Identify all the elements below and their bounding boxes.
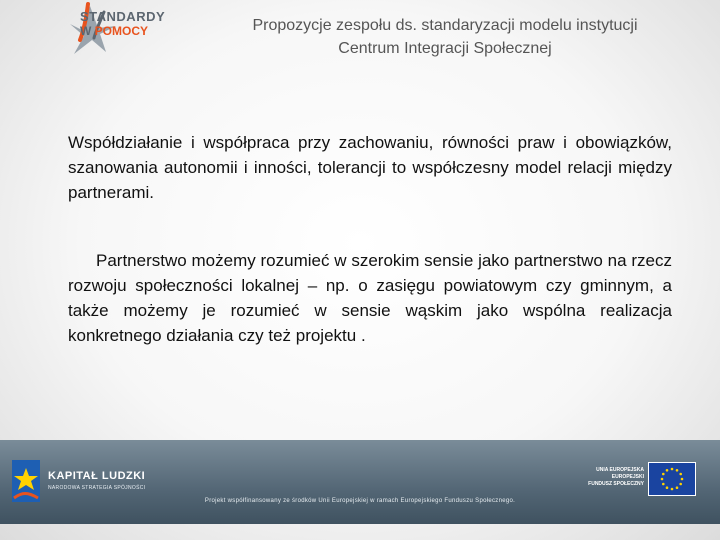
eu-line1: UNIA EUROPEJSKA (596, 467, 644, 473)
eu-line2: EUROPEJSKI (611, 474, 644, 480)
logo-line1: STANDARDY (80, 9, 166, 24)
footer (0, 440, 720, 524)
title-line2: Centrum Integracji Społecznej (338, 40, 552, 57)
logo-line2 (80, 24, 165, 38)
logo-prefix: W (80, 24, 95, 38)
eu-line3: FUNDUSZ SPOŁECZNY (588, 481, 644, 487)
eu-text (566, 467, 644, 488)
header (0, 0, 720, 70)
footer-note: Projekt współfinansowany ze środków Unii Europejskiej w ramach Europejskiego Funduszu Społecznego. (204, 498, 516, 504)
kl-title: KAPITAŁ LUDZKI (48, 470, 146, 482)
paragraph-1: Współdziałanie i współpraca przy zachowaniu, równości praw i obowiązków, szanowania autonomii i inności, tolerancji to współczesny model relacji między partnerami. (68, 133, 672, 202)
title-line1: Propozycje zespołu ds. standaryzacji modelu instytucji (252, 17, 638, 34)
page-title (180, 14, 710, 60)
logo-text (80, 10, 165, 38)
paragraph-2: Partnerstwo możemy rozumieć w szerokim sensie jako partnerstwo na rzecz rozwoju społeczności lokalnej – np. o zasięgu powiatowym czy gminnym, a także możemy je rozumieć w sensie wąskim jako wspólna realizacja konkretnego działania czy też projektu . (68, 251, 672, 345)
eu-flag-icon (648, 462, 696, 496)
kl-subtitle: NARODOWA STRATEGIA SPÓJNOŚCI (48, 485, 146, 491)
logo-accent: POMOCY (94, 24, 149, 38)
kapital-ludzki-text (48, 470, 145, 491)
